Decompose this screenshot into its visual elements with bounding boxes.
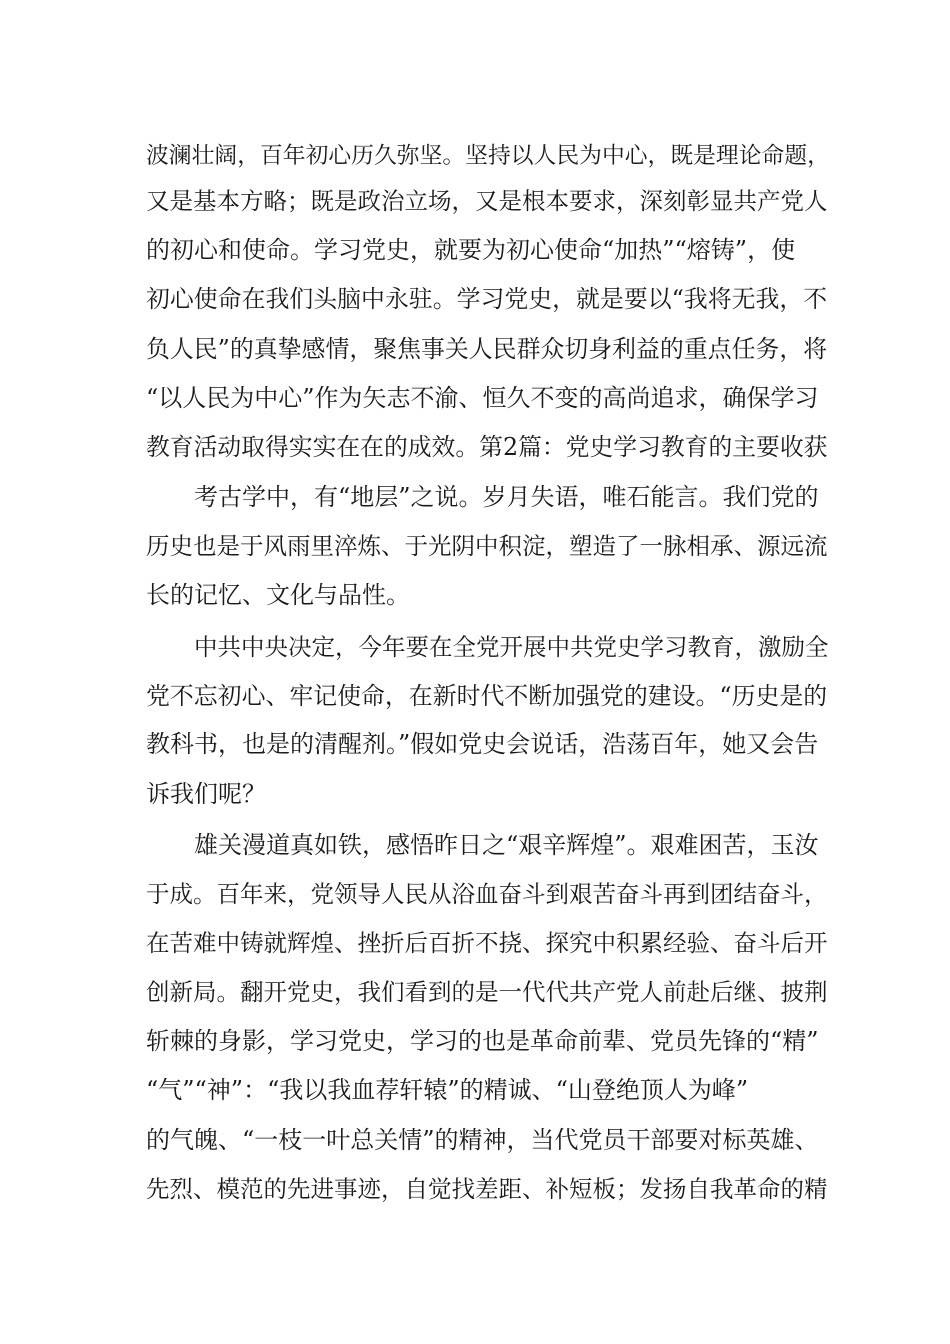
text-line-content: 考古学中，有“地层”之说。岁月失语，唯石能言。我们党的 xyxy=(194,483,819,511)
text-line xyxy=(0,1070,950,1110)
text-line-content: “以人民为中心”作为矢志不渝、恒久不变的高尚追求，确保学习 xyxy=(146,384,819,412)
text-line-content: 雄关漫道真如铁，感悟昨日之“艰辛辉煌”。艰难困苦，玉汝 xyxy=(194,831,819,859)
text-line-content: 先烈、模范的先进事迹，自觉找差距、补短板；发扬自我革命的精 xyxy=(146,1175,828,1203)
text-line-content: 负人民”的真挚感情，聚焦事关人民群众切身利益的重点任务，将 xyxy=(146,335,828,363)
text-line xyxy=(0,575,950,615)
text-line-content: “气”“神”：“我以我血荐轩辕”的精诚、“山登绝顶人为峰” xyxy=(146,1076,749,1104)
text-line xyxy=(0,526,950,566)
text-line-content: 初心使命在我们头脑中永驻。学习党史，就是要以“我将无我，不 xyxy=(146,285,828,313)
text-line-content: 党不忘初心、牢记使命，在新时代不断加强党的建设。“历史是的 xyxy=(146,682,828,710)
text-line xyxy=(0,329,950,369)
text-line-content: 又是基本方略；既是政治立场，又是根本要求，深刻彰显共产党人 xyxy=(146,187,828,215)
text-line xyxy=(0,230,950,270)
text-line xyxy=(0,676,950,716)
text-line xyxy=(0,1120,950,1160)
text-line xyxy=(0,378,950,418)
text-line-content: 中共中央决定，今年要在全党开展中共党史学习教育，激励全 xyxy=(194,633,829,661)
text-line-content: 于成。百年来，党领导人民从浴血奋斗到艰苦奋斗再到团结奋斗， xyxy=(146,880,828,908)
text-line xyxy=(0,923,950,963)
text-line-content: 的初心和使命。学习党史，就要为初心使命“加热”“熔铸”，使 xyxy=(146,236,796,264)
text-line xyxy=(0,1021,950,1061)
text-line xyxy=(0,627,950,667)
text-line xyxy=(0,279,950,319)
text-line xyxy=(0,774,950,814)
text-line-content: 教育活动取得实实在在的成效。第2篇：党史学习教育的主要收获 xyxy=(146,433,828,461)
text-line-content: 波澜壮阔，百年初心历久弥坚。坚持以人民为中心，既是理论命题， xyxy=(146,143,830,169)
text-line xyxy=(0,825,950,865)
text-line xyxy=(0,136,950,176)
text-line xyxy=(0,874,950,914)
text-line xyxy=(0,477,950,517)
text-line xyxy=(0,1169,950,1209)
text-line-content: 历史也是于风雨里淬炼、于光阴中积淀，塑造了一脉相承、源远流 xyxy=(146,532,828,560)
text-line-content: 教科书，也是的清醒剂。”假如党史会说话，浩荡百年，她又会告 xyxy=(146,730,819,758)
text-line xyxy=(0,427,950,467)
text-line-content: 在苦难中铸就辉煌、挫折后百折不挠、探究中积累经验、奋斗后开 xyxy=(146,929,828,957)
text-line xyxy=(0,181,950,221)
text-line xyxy=(0,724,950,764)
text-line-content: 斩棘的身影，学习党史，学习的也是革命前辈、党员先锋的“精” xyxy=(146,1027,819,1055)
text-line-content: 的气魄、“一枝一叶总关情”的精神，当代党员干部要对标英雄、 xyxy=(146,1126,819,1154)
text-line xyxy=(0,972,950,1012)
text-line-content: 长的记忆、文化与品性。 xyxy=(146,581,410,609)
text-line-content: 创新局。翻开党史，我们看到的是一代代共产党人前赴后继、披荆 xyxy=(146,978,828,1006)
text-line-content: 诉我们呢？ xyxy=(146,780,266,808)
